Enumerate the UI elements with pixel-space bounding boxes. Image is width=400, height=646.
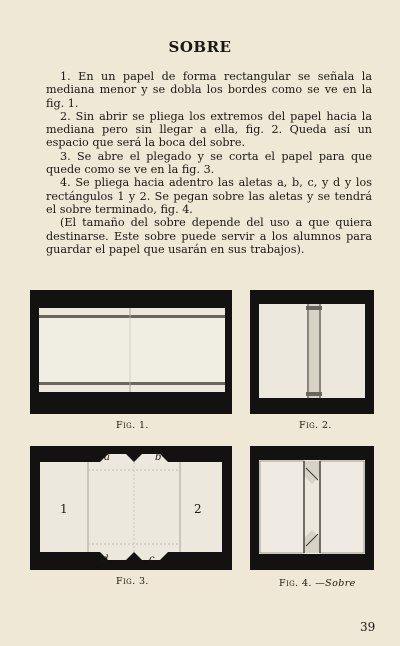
figure-2-drawing: [250, 290, 374, 414]
instructions-text: [46, 70, 372, 256]
figure-2-caption: Fig. 2.: [299, 420, 332, 431]
figure-3-caption: Fig. 3.: [116, 576, 149, 587]
figure-2-photo: [250, 290, 374, 414]
figure-1-drawing: [30, 290, 232, 414]
paragraph-1: 1. En un papel de forma rectangular se señala la mediana menor y se dobla los bordes como se ve en la fig. 1.: [46, 70, 372, 110]
paragraph-4: 4. Se pliega hacia adentro las aletas a, b, c, y d y los rectángulos 1 y 2. Se pegan sobre las aletas y se tendrá el sobre terminado, fig. 4.: [46, 176, 372, 216]
figure-4-photo: [250, 446, 374, 570]
figure-4-caption-label: Fig. 4.: [279, 578, 312, 589]
figure-1-caption: Fig. 1.: [116, 420, 149, 431]
paragraph-2: 2. Sin abrir se pliega los extremos del papel hacia la mediana pero sin llegar a ella, fig. 2. Queda así un espacio que será la boca del sobre.: [46, 109, 372, 150]
figure-1-photo: [30, 290, 232, 414]
paragraph-5: (El tamaño del sobre depende del uso a que quiera destinarse. Este sobre puede servir a los alumnos para guardar el papel que usarán en sus trabajos).: [46, 216, 372, 256]
page-title: SOBRE: [168, 38, 232, 56]
flap-label-b: b: [155, 452, 162, 463]
paragraph-3: 3. Se abre el plegado y se corta el papel para que quede como se ve en la fig. 3.: [46, 149, 372, 177]
flap-label-a: a: [104, 452, 110, 463]
flap-label-d: d: [102, 554, 109, 565]
figure-4-caption: [279, 578, 356, 589]
rectangle-label-1: 1: [60, 502, 68, 516]
rectangle-label-2: 2: [194, 502, 202, 516]
page-number: 39: [360, 620, 376, 634]
figure-3-labels: [30, 446, 232, 570]
figure-4-caption-suffix: —Sobre: [315, 578, 356, 589]
flap-label-c: c: [149, 554, 155, 565]
figure-4-drawing: [250, 446, 374, 570]
